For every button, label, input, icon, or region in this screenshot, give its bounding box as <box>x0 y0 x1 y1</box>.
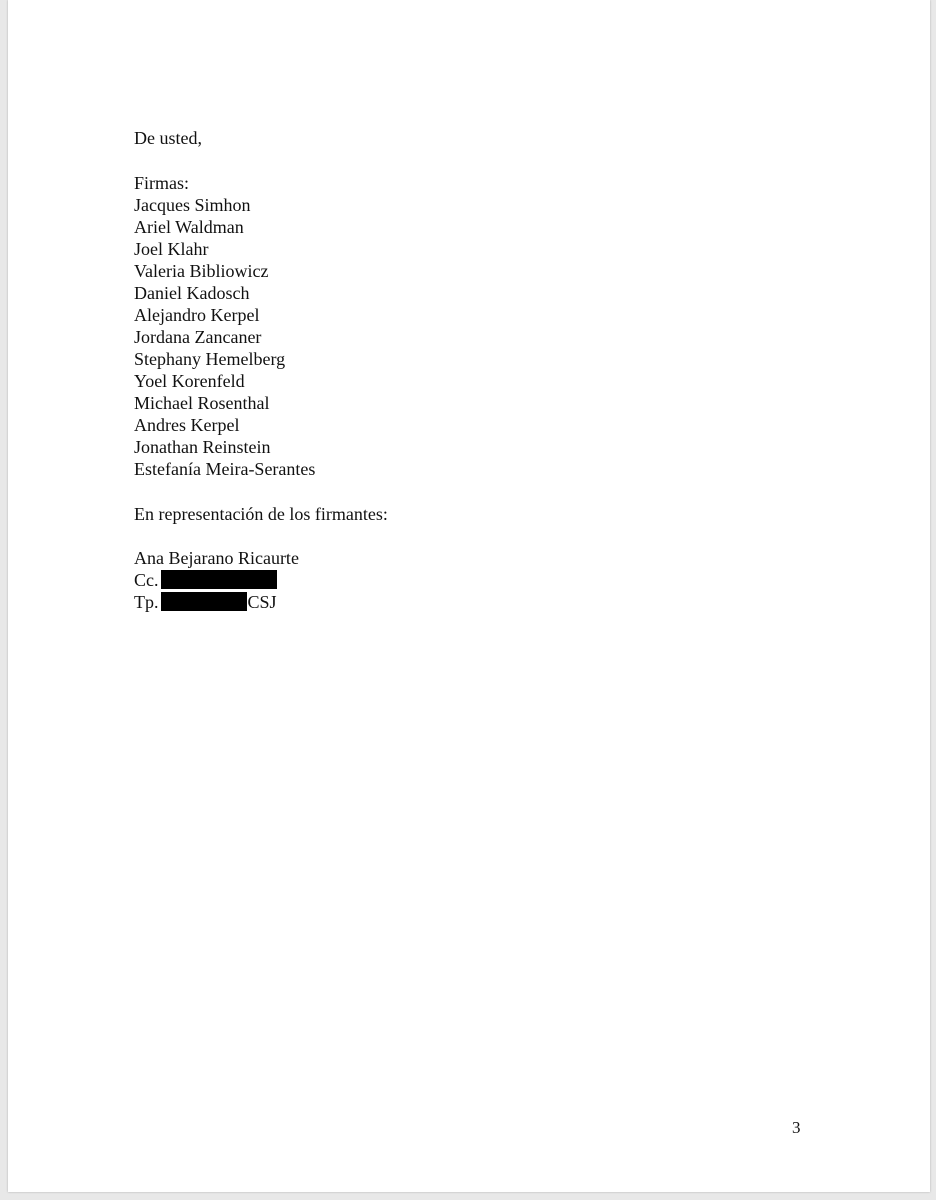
signatory-name: Jonathan Reinstein <box>134 437 271 457</box>
cc-redaction-bar <box>161 570 277 589</box>
tp-suffix: CSJ <box>247 592 277 612</box>
tp-redaction-bar <box>161 592 247 611</box>
signatory-name: Estefanía Meira-Serantes <box>134 459 316 479</box>
representative-name: Ana Bejarano Ricaurte <box>134 548 299 568</box>
cc-line <box>134 569 277 591</box>
signatory-name: Andres Kerpel <box>134 415 240 435</box>
signatory-name: Jacques Simhon <box>134 195 251 215</box>
signatory-name: Joel Klahr <box>134 239 209 259</box>
representation-line: En representación de los firmantes: <box>134 504 388 524</box>
signatures-heading: Firmas: <box>134 173 190 193</box>
signatory-name: Alejandro Kerpel <box>134 305 260 325</box>
page-number: 3 <box>792 1118 801 1137</box>
closing-line: De usted, <box>134 128 202 148</box>
cc-prefix: Cc. <box>134 570 159 590</box>
tp-prefix: Tp. <box>134 592 159 612</box>
signatory-name: Ariel Waldman <box>134 217 244 237</box>
signatory-name: Stephany Hemelberg <box>134 349 286 369</box>
signatory-name: Valeria Bibliowicz <box>134 261 269 281</box>
tp-line <box>134 591 277 613</box>
signatory-name: Daniel Kadosch <box>134 283 250 303</box>
signatory-name: Jordana Zancaner <box>134 327 262 347</box>
signatory-name: Michael Rosenthal <box>134 393 270 413</box>
signatory-name: Yoel Korenfeld <box>134 371 245 391</box>
document-page <box>8 0 930 1192</box>
signatory-list <box>134 194 315 480</box>
